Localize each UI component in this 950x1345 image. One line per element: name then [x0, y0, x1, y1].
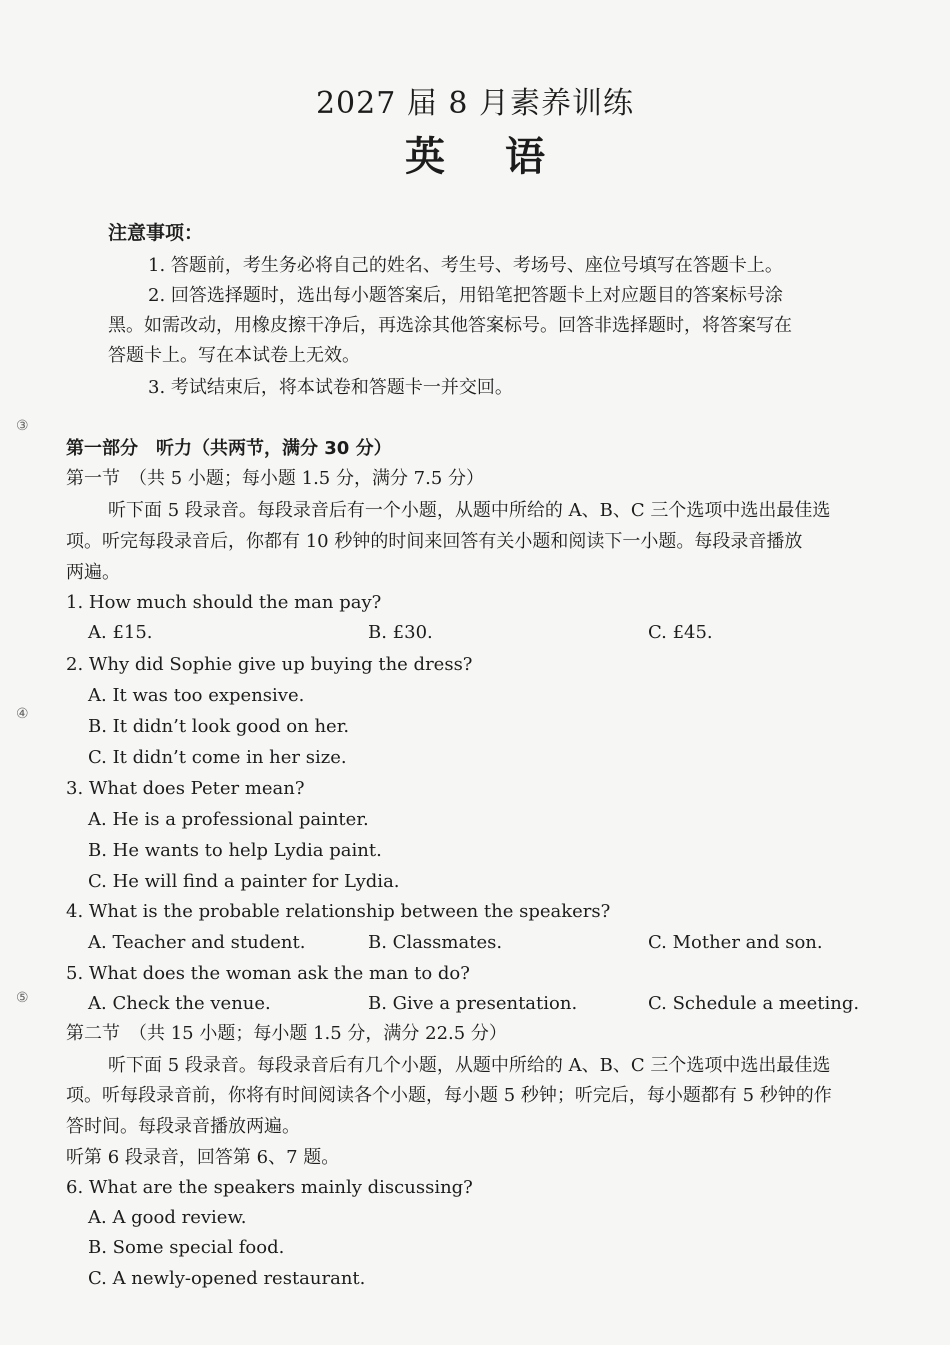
note-item: 黑。如需改动，用橡皮擦干净后，再选涂其他答案标号。回答非选择题时，将答案写在: [108, 315, 792, 336]
section2-instruction: 听下面 5 段录音。每段录音后有几个小题，从题中所给的 A、B、C 三个选项中选出最佳选: [108, 1055, 831, 1076]
question: 1. How much should the man pay?: [66, 592, 382, 613]
section2-heading: 第二节 （共 15 小题；每小题 1.5 分，满分 22.5 分）: [66, 1023, 507, 1044]
question: 6. What are the speakers mainly discussing?: [66, 1177, 473, 1198]
section1-instruction: 两遍。: [66, 562, 120, 583]
option: A. He is a professional painter.: [88, 809, 369, 830]
option: B. He wants to help Lydia paint.: [88, 840, 382, 861]
option: A. A good review.: [88, 1207, 247, 1228]
section2-instruction: 答时间。每段录音播放两遍。: [66, 1116, 300, 1137]
question: 2. Why did Sophie give up buying the dress?: [66, 654, 473, 675]
option: B. Some special food.: [88, 1237, 285, 1258]
option: C. Mother and son.: [648, 932, 823, 953]
notes-heading: 注意事项：: [108, 222, 204, 244]
question: 4. What is the probable relationship between the speakers?: [66, 901, 611, 922]
option: C. Schedule a meeting.: [648, 993, 860, 1014]
option: A. Check the venue.: [88, 993, 271, 1014]
option: A. Teacher and student.: [88, 932, 306, 953]
exam-title: 2027 届 8 月素养训练: [315, 86, 635, 121]
option: B. Classmates.: [368, 932, 503, 953]
margin-mark: ③: [16, 418, 29, 434]
note-item: 2. 回答选择题时，选出每小题答案后，用铅笔把答题卡上对应题目的答案标号涂: [148, 285, 783, 306]
margin-mark: ④: [16, 706, 29, 722]
note-item: 3. 考试结束后，将本试卷和答题卡一并交回。: [148, 377, 513, 398]
note-item: 答题卡上。写在本试卷上无效。: [108, 345, 360, 366]
margin-mark: ⑤: [16, 990, 29, 1006]
section1-instruction: 项。听完每段录音后，你都有 10 秒钟的时间来回答有关小题和阅读下一小题。每段录音播放: [66, 531, 803, 552]
option: C. £45.: [648, 622, 713, 643]
option: B. It didn’t look good on her.: [88, 716, 350, 737]
section2-subheading: 听第 6 段录音，回答第 6、7 题。: [66, 1147, 340, 1168]
option: C. It didn’t come in her size.: [88, 747, 347, 768]
option: A. It was too expensive.: [88, 685, 305, 706]
section1-heading: 第一节 （共 5 小题；每小题 1.5 分，满分 7.5 分）: [66, 468, 485, 489]
subject-title: 英语: [405, 134, 605, 180]
section2-instruction: 项。听每段录音前，你将有时间阅读各个小题，每小题 5 秒钟；听完后，每小题都有 5 秒钟的作: [66, 1085, 832, 1106]
part1-heading: 第一部分 听力（共两节，满分 30 分）: [66, 438, 392, 459]
note-item: 1. 答题前，考生务必将自己的姓名、考生号、考场号、座位号填写在答题卡上。: [148, 255, 783, 276]
option: A. £15.: [88, 622, 153, 643]
question: 5. What does the woman ask the man to do?: [66, 963, 470, 984]
question: 3. What does Peter mean?: [66, 778, 305, 799]
option: C. A newly-opened restaurant.: [88, 1268, 366, 1289]
option: B. £30.: [368, 622, 433, 643]
option: C. He will find a painter for Lydia.: [88, 871, 400, 892]
option: B. Give a presentation.: [368, 993, 578, 1014]
section1-instruction: 听下面 5 段录音。每段录音后有一个小题，从题中所给的 A、B、C 三个选项中选出最佳选: [108, 500, 831, 521]
